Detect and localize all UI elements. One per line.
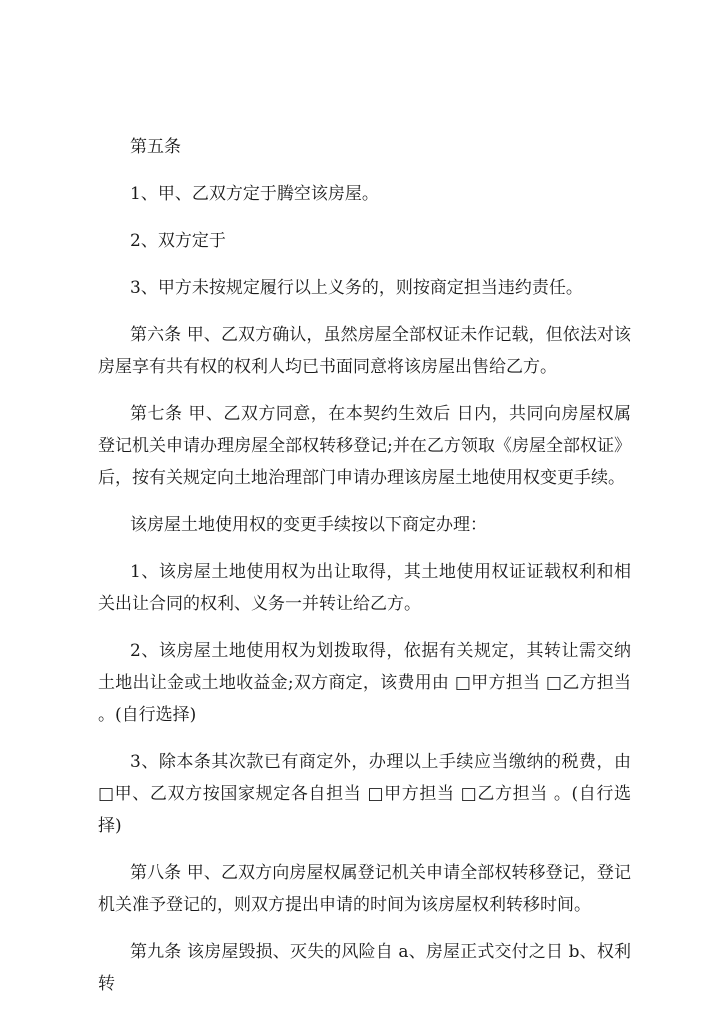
land-use-clause-1: 1、该房屋土地使用权为出让取得，其土地使用权证证载权利和相关出让合同的权利、义务一并转让给乙方。 [98, 562, 631, 614]
article-9: 第九条 该房屋毁损、灭失的风险自 a、房屋正式交付之日 b、权利转 [98, 942, 631, 994]
article-8: 第八条 甲、乙双方向房屋权属登记机关申请全部权转移登记，登记机关准予登记的，则双方提出申请的时间为该房屋权利转移时间。 [98, 863, 631, 915]
article-5-clause-3: 3、甲方未按规定履行以上义务的，则按商定担当违约责任。 [130, 278, 583, 298]
article-5-clause-1: 1、甲、乙双方定于腾空该房屋。 [130, 184, 379, 204]
land-use-change-intro: 该房屋土地使用权的变更手续按以下商定办理： [130, 515, 487, 535]
land-use-clause-3: 3、除本条其次款已有商定外，办理以上手续应当缴纳的税费，由□甲、乙双方按国家规定各自担当 □甲方担当 □乙方担当 。(自行选择) [98, 752, 631, 836]
article-6: 第六条 甲、乙双方确认，虽然房屋全部权证未作记载，但依法对该房屋享有共有权的权利人均已书面同意将该房屋出售给乙方。 [98, 325, 631, 377]
article-7: 第七条 甲、乙双方同意，在本契约生效后 日内，共同向房屋权属登记机关申请办理房屋全部权转移登记;并在乙方领取《房屋全部权证》后，按有关规定向土地治理部门申请办理该房屋土地使用权变更手续。 [98, 404, 631, 488]
document-body [98, 131, 631, 1015]
land-use-clause-2: 2、该房屋土地使用权为划拨取得，依据有关规定，其转让需交纳土地出让金或土地收益金;双方商定，该费用由 □甲方担当 □乙方担当 。(自行选择) [98, 641, 631, 725]
article-5-clause-2: 2、双方定于 [130, 231, 226, 251]
article-5-heading: 第五条 [130, 137, 181, 157]
